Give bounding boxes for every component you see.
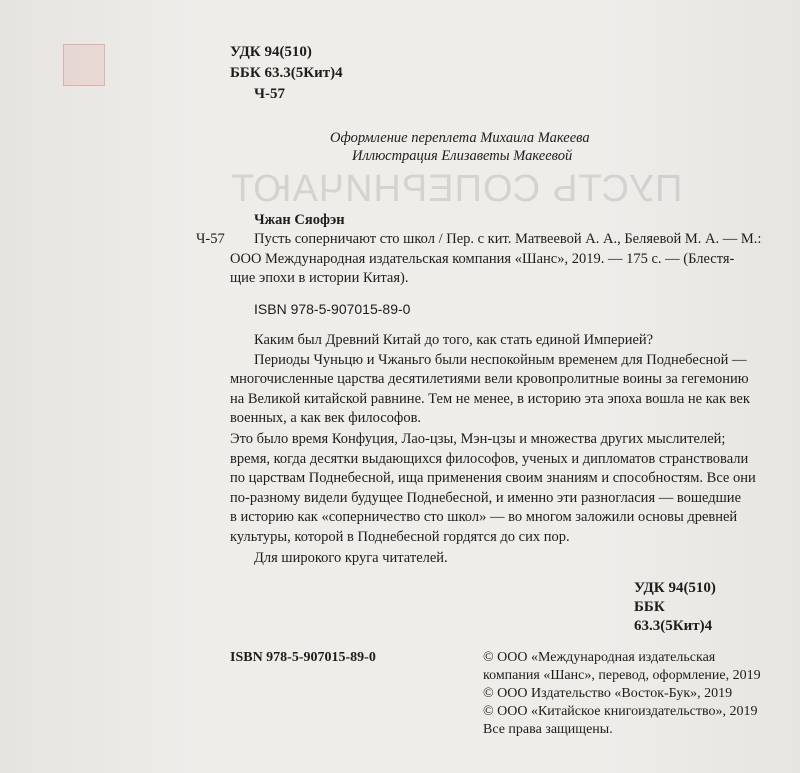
bbk-bottom-code: 63.3(5Кит)4 [634, 618, 713, 634]
udk-bottom: УДК 94(510) [634, 580, 716, 596]
annotation-line-11: культуры, которой в Поднебесной гордятся до сих пор. [230, 529, 570, 545]
bbk-bottom-label: ББК [634, 599, 665, 615]
annotation-line-5: военных, а как век философов. [230, 410, 422, 426]
copyright-line-1: © ООО «Международная издательская [483, 650, 716, 665]
biblio-line-3: щие эпохи в истории Китая). [230, 270, 409, 286]
annotation-line-4: на Великой китайской равнине. Тем не менее, в историю эта эпоха вошла не как век [230, 391, 750, 407]
biblio-line-2: ООО Международная издательская компания «Шанс», 2019. — 175 с. — (Блестя- [230, 251, 735, 267]
bbk-top: ББК 63.3(5Кит)4 [230, 65, 343, 81]
annotation-line-8: по царствам Поднебесной, ища применения своим знаниям и способностям. Все они [230, 470, 756, 486]
isbn-mid: ISBN 978-5-907015-89-0 [254, 301, 411, 317]
annotation-line-3: многочисленные царства десятилетиями вели кровопролитные воины за гегемонию [230, 371, 749, 387]
annotation-line-9: по-разному видели будущее Поднебесной, и именно эти разногласия — вошедшие [230, 490, 742, 506]
rights-reserved: Все права защищены. [483, 722, 613, 737]
udk-top: УДК 94(510) [230, 44, 312, 60]
author-mark-top: Ч-57 [254, 86, 286, 102]
cover-design-credit: Оформление переплета Михаила Макеева [330, 130, 590, 146]
annotation-line-1: Каким был Древний Китай до того, как стать единой Империей? [254, 332, 654, 348]
annotation-line-7: время, когда десятки выдающихся философов, ученых и дипломатов странствовали [230, 451, 749, 467]
illustration-credit: Иллюстрация Елизаветы Макеевой [352, 148, 573, 164]
show-through-title: ПУСТЬ СОПЕРНИЧАЮТ [230, 168, 683, 210]
copyright-line-3: © ООО Издательство «Восток-Бук», 2019 [483, 686, 733, 701]
biblio-line-1: Пусть соперничают сто школ / Пер. с кит. Матвеевой А. А., Беляевой М. А. — М.: [254, 231, 762, 247]
copyright-line-2: компания «Шанс», перевод, оформление, 2019 [483, 668, 761, 683]
author: Чжан Сяофэн [254, 212, 345, 228]
annotation-line-6: Это было время Конфуция, Лао-цзы, Мэн-цзы и множества других мыслителей; [230, 431, 726, 447]
annotation-line-2: Периоды Чуньцю и Чжаньго были неспокойным временем для Поднебесной — [254, 352, 747, 368]
copyright-line-4: © ООО «Китайское книгоиздательство», 2019 [483, 704, 758, 719]
annotation-line-12: Для широкого круга читателей. [254, 550, 448, 566]
author-mark: Ч-57 [196, 231, 225, 247]
annotation-line-10: в историю как «соперничество сто школ» — во многом заложили основы древней [230, 509, 738, 525]
bleed-through-stamp [63, 44, 105, 86]
isbn-bottom: ISBN 978-5-907015-89-0 [230, 650, 376, 665]
